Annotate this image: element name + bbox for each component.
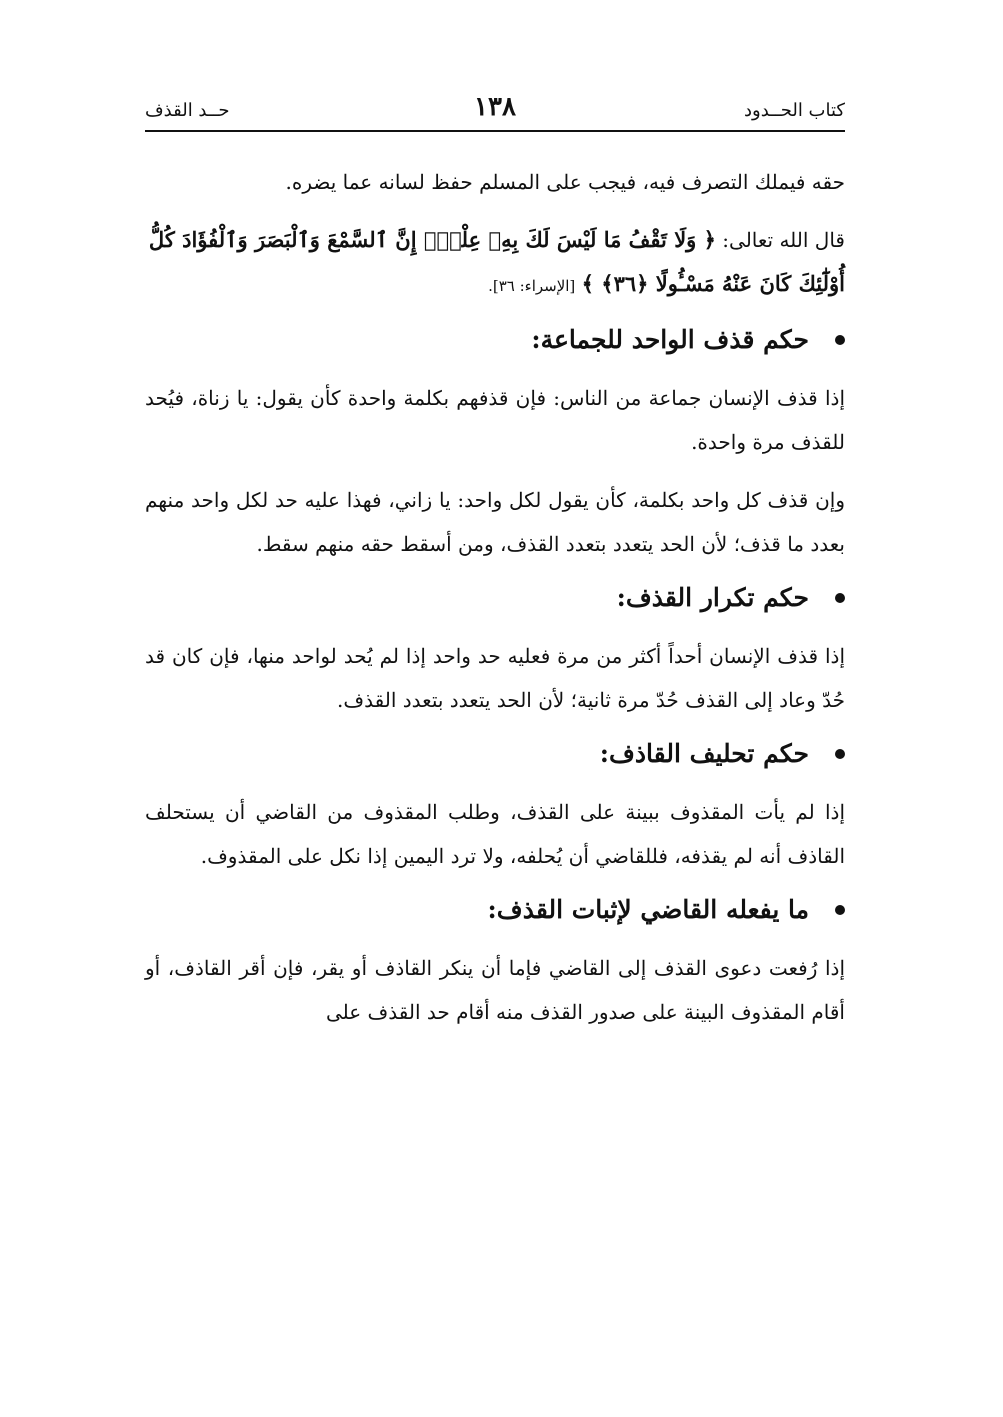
quran-quote bbox=[145, 218, 845, 308]
book-title: كتاب الحــدود bbox=[744, 100, 845, 121]
running-header bbox=[145, 90, 845, 132]
page-number: ١٣٨ bbox=[474, 92, 516, 122]
section-group-defamation bbox=[145, 322, 845, 566]
intro-paragraph: حقه فيملك التصرف فيه، فيجب على المسلم حفظ لسانه عما يضره. bbox=[285, 170, 845, 194]
section-oath-of-accuser bbox=[145, 736, 845, 878]
chapter-title: حــد القذف bbox=[145, 100, 230, 121]
section-heading bbox=[145, 580, 845, 616]
bullet-icon bbox=[835, 749, 845, 759]
section-heading bbox=[145, 892, 845, 928]
section-heading-text: حكم قذف الواحد للجماعة: bbox=[531, 325, 809, 354]
section-heading-text: حكم تكرار القذف: bbox=[616, 583, 809, 612]
quran-reference: [الإسراء: ٣٦]. bbox=[488, 277, 576, 295]
section-paragraph: إذا رُفعت دعوى القذف إلى القاضي فإما أن ينكر القاذف أو يقر، فإن أقر القاذف، أو أقام المقذوف البينة على صدور القذف منه أقام حد القذف على bbox=[145, 956, 845, 1024]
section-heading bbox=[145, 736, 845, 772]
quran-text: ﴿ وَلَا تَقْفُ مَا لَيْسَ لَكَ بِهِۦ عِلْمٌۚ إِنَّ ٱلسَّمْعَ وَٱلْبَصَرَ وَٱلْفُؤَادَ كُلُّ أُوْلَٰٓئِكَ كَانَ عَنْهُ مَسْـُٔولًا ﴿٣٦﴾ ﴾ bbox=[148, 227, 845, 296]
section-paragraph: إذا قذف الإنسان جماعة من الناس: فإن قذفهم بكلمة واحدة كأن يقول: يا زناة، فيُحد للقذف مرة واحدة. bbox=[145, 386, 845, 454]
section-repeated-defamation bbox=[145, 580, 845, 722]
page-body bbox=[145, 160, 845, 1034]
section-paragraph: إذا لم يأت المقذوف ببينة على القذف، وطلب المقذوف من القاضي أن يستحلف القاذف أنه لم يقذفه، فللقاضي أن يُحلفه، ولا ترد اليمين إذا نكل على المقذوف. bbox=[145, 800, 845, 868]
section-paragraph: وإن قذف كل واحد بكلمة، كأن يقول لكل واحد: يا زاني، فهذا عليه حد لكل واحد منهم بعدد ما قذف؛ لأن الحد يتعدد بتعدد القذف، ومن أسقط حقه منهم سقط. bbox=[145, 488, 845, 556]
quote-prefix: قال الله تعالى: bbox=[722, 228, 845, 252]
section-heading-text: ما يفعله القاضي لإثبات القذف: bbox=[487, 895, 809, 924]
section-heading-text: حكم تحليف القاذف: bbox=[599, 739, 809, 768]
document-page bbox=[145, 90, 845, 1330]
bullet-icon bbox=[835, 335, 845, 345]
section-paragraph: إذا قذف الإنسان أحداً أكثر من مرة فعليه حد واحد إذا لم يُحد لواحد منها، فإن كان قد حُدّ وعاد إلى القذف حُدّ مرة ثانية؛ لأن الحد يتعدد بتعدد القذف. bbox=[145, 644, 845, 712]
bullet-icon bbox=[835, 593, 845, 603]
section-heading bbox=[145, 322, 845, 358]
section-judge-proof bbox=[145, 892, 845, 1034]
bullet-icon bbox=[835, 905, 845, 915]
